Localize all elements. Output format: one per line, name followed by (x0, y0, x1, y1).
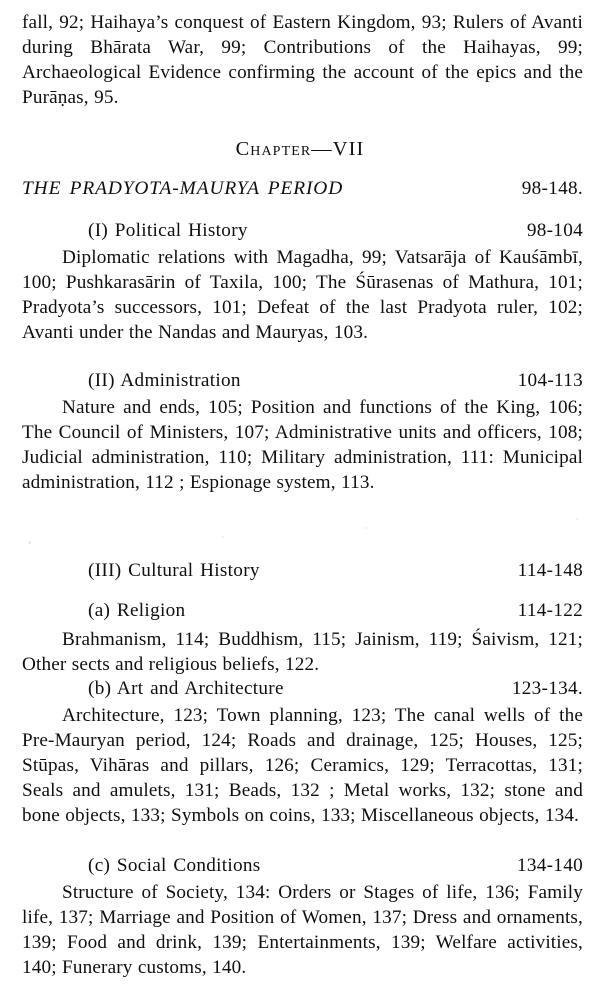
section-body-social-conditions: Structure of Society, 134: Orders or Stages of life, 136; Family life, 137; Marriage and Position of Women, 137; Dress and ornaments, 139; Food and drink, 139; Entertainments, 139; Welfare activities, 140; Funerary customs, 140. (22, 882, 583, 979)
chapter-title-row (22, 178, 583, 200)
scan-speckle (365, 527, 367, 529)
chapter-page-range: 98-148. (521, 178, 583, 199)
section-label: (I) Political History (88, 220, 248, 241)
section-page-range: 114-122 (517, 600, 583, 621)
continued-paragraph: fall, 92; Haihaya’s conquest of Eastern Kingdom, 93; Rulers of Avanti during Bhārata War, 99; Contributions of the Haihayas, 99; Archaeological Evidence confirming the account of the epics and the Purāṇas, 95. (22, 12, 583, 109)
section-body-administration: Nature and ends, 105; Position and functions of the King, 106; The Council of Ministers, 107; Administrative units and officers, 108; Judicial administration, 110; Military administration, 111: Municipal administration, 112 ; Espionage system, 113. (22, 397, 583, 494)
section-heading-art-and-architecture (22, 678, 583, 700)
scan-speckle (576, 518, 578, 520)
section-label: (a) Religion (88, 600, 186, 621)
section-body-religion: Brahmanism, 114; Buddhism, 115; Jainism, 119; Śaivism, 121; Other sects and religious beliefs, 122. (22, 629, 583, 676)
section-label: (c) Social Conditions (88, 855, 261, 876)
section-heading-social-conditions (22, 855, 583, 877)
chapter-label (0, 138, 600, 161)
section-page-range: 114-148 (517, 560, 583, 581)
section-page-range: 98-104 (526, 220, 583, 241)
section-page-range: 104-113 (517, 370, 583, 391)
scan-speckle (222, 536, 224, 538)
scan-speckle (28, 541, 31, 544)
section-page-range: 134-140 (516, 855, 583, 876)
section-heading-cultural-history (22, 560, 583, 582)
section-label: (III) Cultural History (88, 560, 260, 581)
chapter-label-text: Chapter—VII (235, 138, 365, 160)
section-heading-administration (22, 370, 583, 392)
section-body-political-history: Diplomatic relations with Magadha, 99; Vatsarāja of Kauśāmbī, 100; Pushkarasārin of Taxila, 100; The Śūrasenas of Mathura, 101; Pradyota’s successors, 101; Defeat of the last Pradyota ruler, 102; Avanti under the Nandas and Mauryas, 103. (22, 247, 583, 344)
section-label: (II) Administration (88, 370, 241, 391)
section-label: (b) Art and Architecture (88, 678, 284, 699)
section-body-art-and-architecture: Architecture, 123; Town planning, 123; The canal wells of the Pre-Mauryan period, 124; Roads and drainage, 125; Houses, 125; Stūpas, Vihāras and pillars, 126; Ceramics, 129; Terracottas, 131; Seals and amulets, 131; Beads, 132 ; Metal works, 132; stone and bone objects, 133; Symbols on coins, 133; Miscellaneous objects, 134. (22, 705, 583, 827)
chapter-title: THE PRADYOTA-MAURYA PERIOD (22, 178, 344, 199)
section-page-range: 123-134. (511, 678, 583, 699)
section-heading-religion (22, 600, 583, 622)
section-heading-political-history (22, 220, 583, 242)
